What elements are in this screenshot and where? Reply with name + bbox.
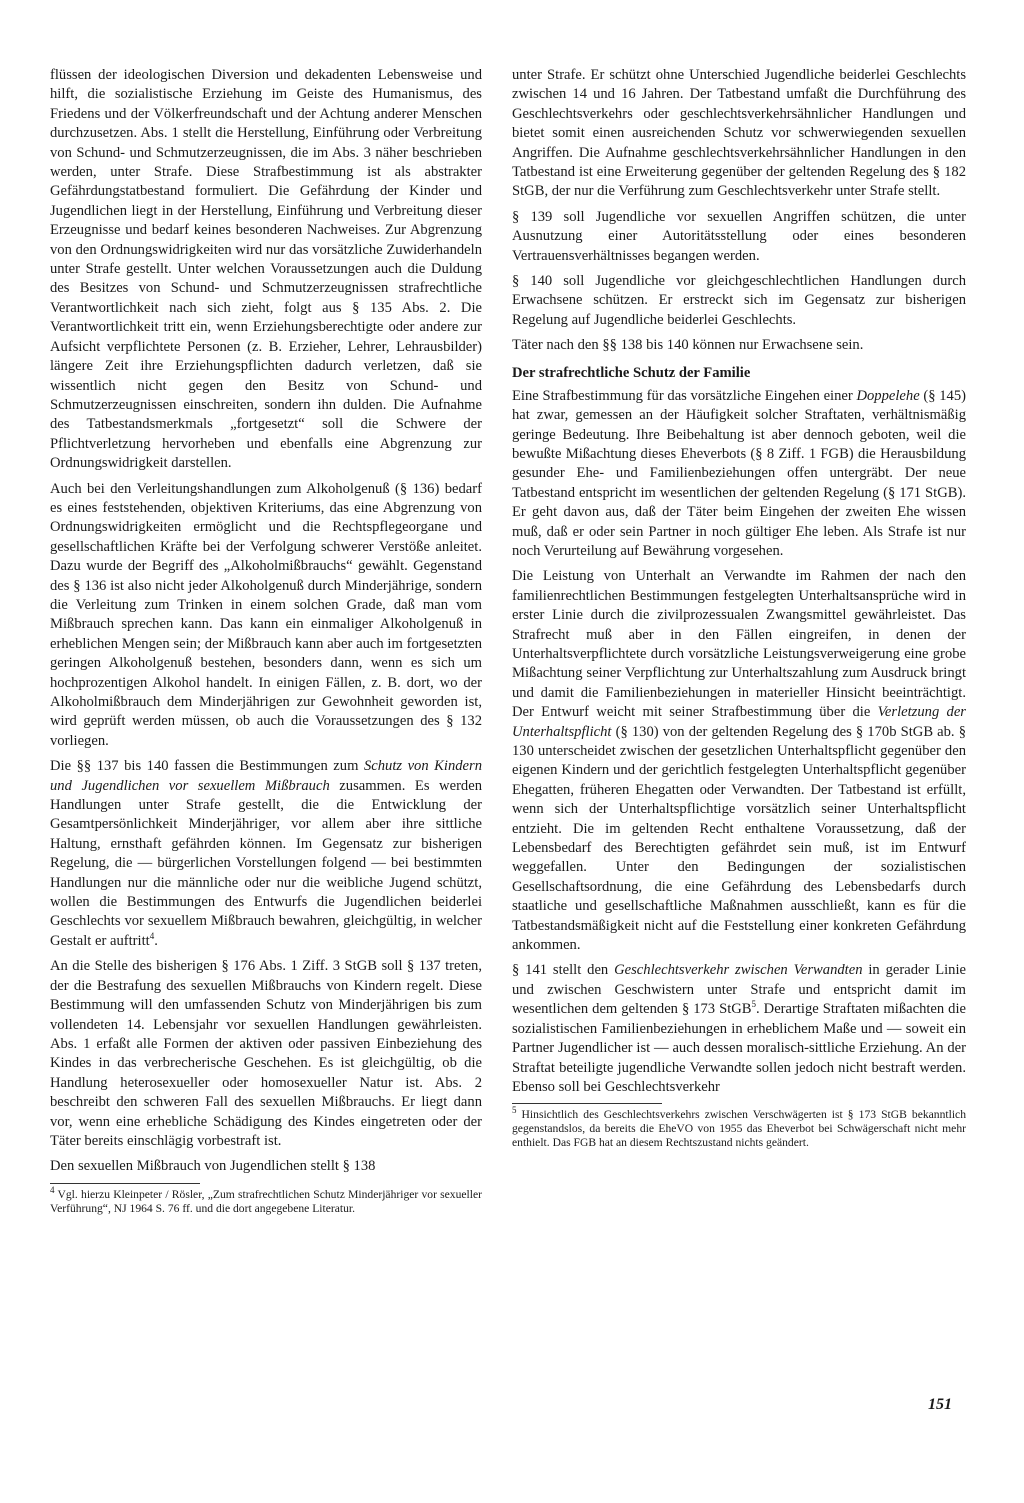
section-heading: Der strafrechtliche Schutz der Familie: [512, 364, 751, 381]
paragraph: Auch bei den Verleitungshandlungen zum Alkoholgenuß (§ 136) bedarf es eines feststehenden, objektiven Kriteriums, das eine Abgrenzung von Ordnungswidrigkeiten ermöglicht und die Rechtspflegeorgane und gesellschaftlichen Kräfte bei der Verfolgung schwerer Verstöße anleitet. Dazu wurde der Begriff des „Alkoholmißbrauchs“ gewählt. Gegenstand des § 136 ist also nicht jeder Alkoholgenuß durch Minderjährige, sondern die Verleitung zum Trinken in einem solchen Grade, daß man vom Mißbrauch sprechen kann. Das kann ein einmaliger Alkoholgenuß in erheblichen Mengen sein; der Mißbrauch kann aber auch im fortgesetzten geringen Alkoholgenuß bestehen, besonders dann, wenn es sich um hochprozentigen Alkohol handelt. In einigen Fällen, z. B. dort, wo der Alkoholmißbrauch dem Minderjährigen zur Gewohnheit geworden ist, wird geprüft werden müssen, ob auch die Voraussetzungen des § 132 vorliegen.: [50, 480, 482, 749]
paragraph: [512, 387, 966, 562]
footnote-number: 4: [50, 1184, 55, 1195]
footnote: [512, 1105, 966, 1150]
paragraph: Den sexuellen Mißbrauch von Jugendlichen stellt § 138: [50, 1158, 376, 1175]
right-column: [512, 66, 966, 1150]
footnote-divider: [512, 1103, 662, 1104]
footnote-ref: 4: [149, 931, 155, 942]
text-run: Die §§ 137 bis 140 fassen die Bestimmungen zum: [50, 758, 364, 775]
paragraph: unter Strafe. Er schützt ohne Unterschied Jugendliche beiderlei Geschlechts zwischen 14 und 16 Jahren. Der Tatbestand umfaßt die Durchführung des Geschlechtsverkehrs oder geschlechtsverkehrsähnlicher Handlungen und bietet somit einen ausreichenden Schutz vor schwerwiegenden sexuellen Angriffen. Die Aufnahme geschlechtsverkehrsähnlicher Handlungen in den Tatbestand ist eine Erweiterung gegenüber der geltenden Regelung des § 182 StGB, der nur die Verführung zum Geschlechtsverkehr unter Strafe stellt.: [512, 67, 966, 200]
text-run: zusammen. Es werden Handlungen unter Strafe gestellt, die die Entwicklung der Gesamtpersönlichkeit Minderjähriger, vor allem aber ihre sittliche Haltung, ernsthaft gefährden können. Im Gegensatz zur bisherigen Regelung, die — bürgerlichen Vorstellungen folgend — bei bestimmten Handlungen nur die männliche oder nur die weibliche Jugend schützt, wollen die Bestimmungen des Entwurfs die Jugendlichen beiderlei Geschlechts vor sexuellem Mißbrauch bewahren, gleichgültig, in welcher Gestalt er auftritt: [50, 777, 483, 949]
paragraph: [50, 757, 482, 951]
text-run: . Derartige Straftaten mißachten die sozialistischen Familienbeziehungen in erheblichem Maße und — soweit ein Partner Jugendlicher ist — auch dessen moralisch-sittliche Erziehung. An der Straftat beteiligte jugendliche Verwandte sollen jedoch nicht bestraft werden. Ebenso soll bei Geschlechtsverkehr: [512, 1001, 966, 1095]
emphasis: Doppelehe: [856, 387, 920, 404]
text-run: (§ 130) von der geltenden Regelung des § 170b StGB ab. § 130 unterscheidet zwischen der gesetzlichen Unterhaltspflicht gegenüber den eigenen Kindern und der gerichtlich festgelegten Unterhaltspflicht gegenüber Ehegatten, früheren Ehegatten oder Verwandten. Der Tatbestand ist erfüllt, wenn sich der Unterhaltspflichtige vorsätzlich seiner Unterhaltspflicht entzieht. Die im geltenden Recht enthaltene Voraussetzung, daß der Lebensbedarf des Berechtigten gefährdet sein muß, ist im Entwurf weggefallen. Unter den Bedingungen der sozialistischen Gesellschaftsordnung, die eine Gefährdung des Lebensbedarfs durch staatliche und gesellschaftliche Maßnahmen ausschließt, kann es für die Tatbestandsmäßigkeit nicht auf die Feststellung einer konkreten Gefährdung ankommen.: [512, 723, 966, 954]
emphasis: Verletzung der Unterhaltspflicht: [512, 704, 966, 740]
footnote-divider: [50, 1183, 200, 1184]
left-column: [50, 66, 482, 1216]
paragraph: flüssen der ideologischen Diversion und dekadenten Lebensweise und hilft, die sozialistische Erziehung im Geiste des Humanismus, des Friedens und der Völkerfreundschaft und der Achtung anderer Menschen durchzusetzen. Abs. 1 stellt die Herstellung, Einführung oder Verbreitung von Schund- und Schmutzerzeugnissen, die im Abs. 3 näher beschrieben werden, unter Strafe. Diese Strafbestimmung ist als abstrakter Gefährdungstatbestand formuliert. Die Gefährdung der Kinder und Jugendlichen liegt in der Herstellung, Einführung und Verbreitung dieser Erzeugnisse und bedarf keines besonderen Nachweises. Zur Abgrenzung von den Ordnungswidrigkeiten wird nur das vorsätzliche Zuwiderhandeln unter Strafe gestellt. Unter welchen Voraussetzungen auch die Duldung des Besitzes von Schund- und Schmutzerzeugnissen strafrechtliche Verantwortlichkeit nach sich zieht, folgt aus § 135 Abs. 2. Die Verantwortlichkeit tritt ein, wenn Erziehungsberechtigte oder andere zur Aufsicht verpflichtete Personen (z. B. Erzieher, Lehrer, Lehrausbilder) längere Zeit ihre Erziehungspflichten dadurch verletzen, daß sie wissentlich nicht gegen den Besitz von Schund- und Schmutzerzeugnissen einschreiten, sondern ihn dulden. Die Aufnahme des Tatbestandsmerkmals „fortgesetzt“ soll die Schwere der Pflichtverletzung hervorheben und ebenfalls eine Abgrenzung zur Ordnungswidrigkeit darstellen.: [50, 67, 482, 472]
text-run: in gerader Linie und zwischen Geschwistern unter Strafe und entspricht damit im wesentlichen dem geltenden § 173 StGB: [512, 962, 966, 1018]
page-number: 151: [928, 1396, 952, 1413]
footnote-ref: 5: [751, 999, 757, 1010]
footnote-number: 5: [512, 1105, 517, 1116]
paragraph: An die Stelle des bisherigen § 176 Abs. 1 Ziff. 3 StGB soll § 137 treten, der die Bestrafung des sexuellen Mißbrauchs von Kindern regelt. Diese Bestimmung will den umfassenden Schutz von Minderjährigen bis zum vollendeten 14. Lebensjahr vor sexuellen Handlungen gewährleisten. Abs. 1 erfaßt alle Formen der aktiven oder passiven Einbeziehung des Kindes in das verbrecherische Geschehen. Es ist gleichgültig, ob die Handlung heterosexueller oder homosexueller Natur ist. Abs. 2 beschreibt den schweren Fall des sexuellen Mißbrauchs. Er liegt dann vor, wenn eine erhebliche Schädigung des Kindes eingetreten oder der Täter bereits einschlägig vorbestraft ist.: [50, 958, 482, 1149]
footnote: [50, 1184, 482, 1216]
text-run: .: [154, 932, 158, 949]
emphasis: Schutz von Kindern und Jugendlichen vor sexuellem Mißbrauch: [50, 758, 483, 794]
footnote-text: Vgl. hierzu Kleinpeter / Rösler, „Zum strafrechtlichen Schutz Minderjähriger vor sexueller Verführung“, NJ 1964 S. 76 ff. und die dort angegebene Literatur.: [50, 1187, 482, 1215]
paragraph: [512, 567, 966, 955]
text-run: (§ 145) hat zwar, gemessen an der Häufigkeit solcher Straftaten, verhältnismäßig geringe Bedeutung. Ihre Beibehaltung ist aber dennoch geboten, weil die bewußte Mißachtung dieses Eheverbots (§ 8 Ziff. 1 FGB) die Herausbildung gesunder Ehe- und Familienbeziehungen offen untergräbt. Der neue Tatbestand entspricht im wesentlichen der geltenden Regelung (§ 171 StGB). Er geht davon aus, daß der Täter beim Eingehen der zweiten Ehe wissen muß, daß er oder sein Partner in noch gültiger Ehe leben. Als Strafe ist nur noch Verurteilung auf Bewährung vorgesehen.: [512, 387, 966, 559]
paragraph: § 139 soll Jugendliche vor sexuellen Angriffen schützen, die unter Ausnutzung einer Autoritätsstellung oder eines besonderen Vertrauensverhältnisses begangen werden.: [512, 208, 966, 264]
footnote-text: Hinsichtlich des Geschlechtsverkehrs zwischen Verschwägerten ist § 173 StGB bekanntlich gegenstandslos, da bereits die EheVO von 1955 das Eheverbot bei Schwägerschaft nicht mehr enthielt. Das FGB hat an diesem Rechtszustand nichts geändert.: [512, 1108, 966, 1150]
text-run: Eine Strafbestimmung für das vorsätzliche Eingehen einer: [512, 387, 857, 404]
text-run: Die Leistung von Unterhalt an Verwandte im Rahmen der nach den familienrechtlichen Bestimmungen festgelegten Unterhaltsansprüche wird in erster Linie durch die zivilprozessualen Zwangsmittel gewährleistet. Das Strafrecht muß aber in den Fällen eingreifen, in denen der Unterhaltsverpflichtete durch vorsätzliche Leistungsverweigerung eine grobe Mißachtung seiner Verpflichtung zur Unterhaltszahlung zum Ausdruck bringt und damit die Familienbeziehungen in materieller Hinsicht beeinträchtigt. Der Entwurf weicht mit seiner Strafbestimmung über die: [512, 568, 966, 721]
paragraph: [512, 961, 966, 1097]
text-run: § 141 stellt den: [512, 962, 615, 979]
emphasis: Geschlechtsverkehr zwischen Verwandten: [614, 962, 863, 979]
paragraph: § 140 soll Jugendliche vor gleichgeschlechtlichen Handlungen durch Erwachsene schützen. Er erstreckt sich im Gegensatz zur bisherigen Regelung auf Jugendliche beiderlei Geschlechts.: [512, 273, 966, 328]
paragraph: Täter nach den §§ 138 bis 140 können nur Erwachsene sein.: [512, 337, 864, 354]
